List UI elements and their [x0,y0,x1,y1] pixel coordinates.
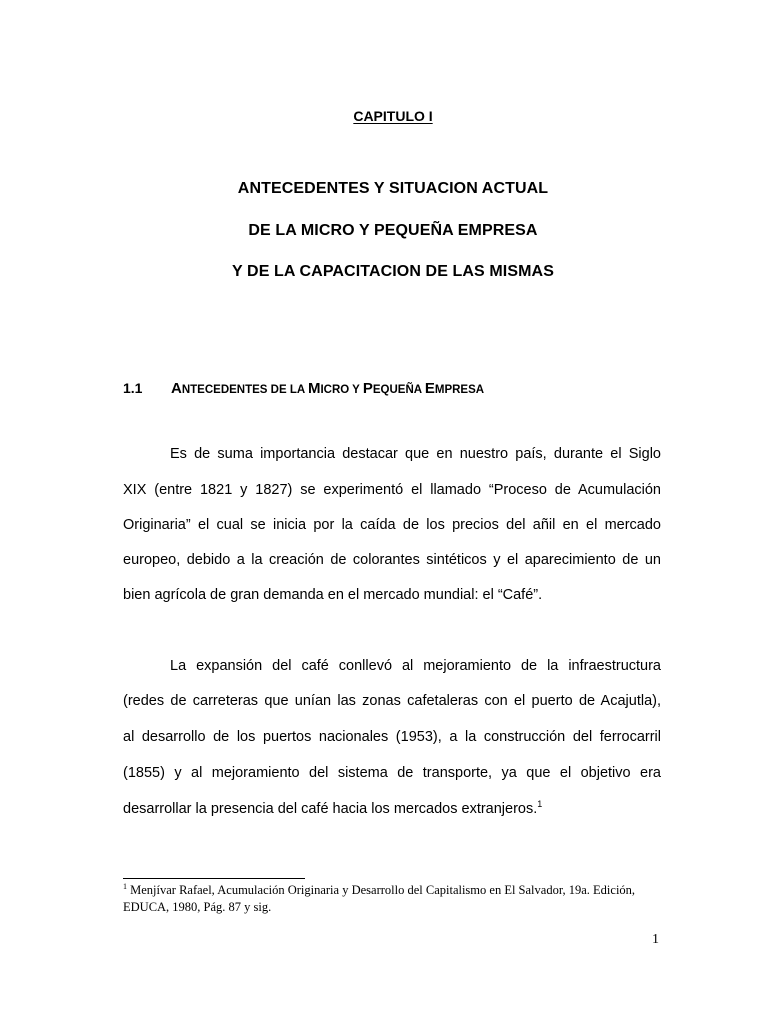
paragraph-line: al desarrollo de los puertos nacionales (1953), a la construcción del ferrocarril [123,729,661,745]
paragraph-line: XIX (entre 1821 y 1827) se experimentó el llamado “Proceso de Acumulación [123,482,661,498]
footnote-reference[interactable]: 1 [537,799,543,809]
footnote-separator [123,878,305,879]
paragraph-line: bien agrícola de gran demanda en el mercado mundial: el “Café”. [123,587,543,603]
chapter-label: CAPITULO I [353,108,433,124]
chapter-title-line-3: Y DE LA CAPACITACION DE LAS MISMAS [232,263,554,280]
paragraph-line: (redes de carreteras que unían las zonas cafetaleras con el puerto de Acajutla), [123,693,661,709]
chapter-title-line-2: DE LA MICRO Y PEQUEÑA EMPRESA [248,222,538,239]
paragraph-line: La expansión del café conllevó al mejoramiento de la infraestructura [170,658,661,674]
paragraph-line: desarrollar la presencia del café hacia los mercados extranjeros.$^1$ [123,799,543,817]
paragraph-line: Originaria” el cual se inicia por la caída de los precios del añil en el mercado [123,517,661,533]
chapter-title-line-1: ANTECEDENTES Y SITUACION ACTUAL [237,180,549,197]
page-number: 1 [652,932,659,947]
section-title: ANTECEDENTES DE LA MICRO Y PEQUEÑA EMPRESA [171,380,485,397]
section-heading [123,380,484,397]
section-number: 1.1 [123,380,143,396]
footnote-line-1: $^1$ Menjívar Rafael, Acumulación Originaria y Desarrollo del Capitalismo en El Salvador, 19a. Edición, [123,882,636,897]
footnote-line-2: EDUCA, 1980, Pág. 87 y sig. [123,900,272,914]
footnote-marker: 1 [123,882,127,891]
paragraph-line: Es de suma importancia destacar que en nuestro país, durante el Siglo [170,446,661,462]
paragraph-line: (1855) y al mejoramiento del sistema de transporte, ya que el objetivo era [123,765,661,781]
paragraph-line: europeo, debido a la creación de colorantes sintéticos y el aparecimiento de un [123,552,661,568]
